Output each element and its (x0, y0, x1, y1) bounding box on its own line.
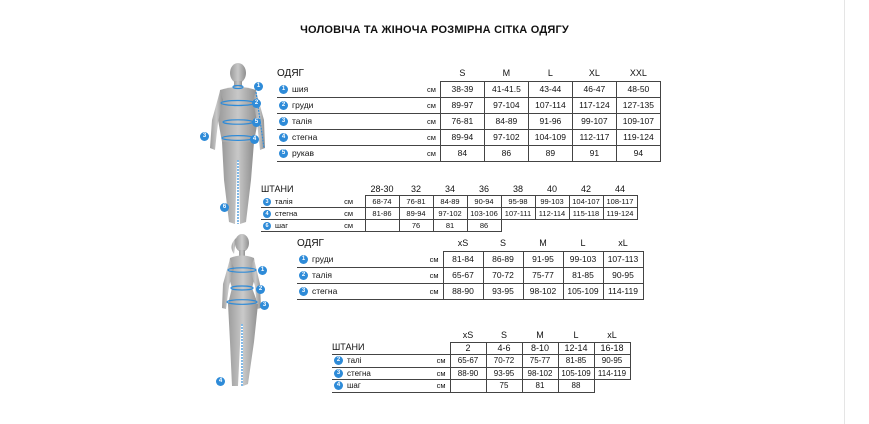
size-header-alt: 8-10 (522, 342, 558, 355)
unit-label: см (321, 196, 357, 208)
marker-2: 2 (256, 285, 265, 294)
size-header: 42 (580, 184, 591, 194)
table-row (261, 220, 637, 232)
table-cell: 99-107 (572, 114, 616, 130)
table-cell: 114-119 (603, 284, 643, 300)
size-header: XL (588, 68, 600, 78)
size-header: L (580, 238, 586, 248)
size-header: 28-30 (370, 184, 394, 194)
table-row (277, 130, 660, 146)
unit-label: см (321, 220, 357, 232)
row-number-badge: 3 (334, 369, 343, 378)
table-cell: 127-135 (616, 98, 660, 114)
unit-label: см (427, 130, 440, 146)
marker-1: 1 (254, 82, 263, 91)
table-cell: 76-81 (440, 114, 484, 130)
measure-label: груди (312, 253, 334, 264)
table-cell: 114-119 (594, 367, 630, 380)
table-cell: 99-103 (563, 252, 603, 268)
table-cell: 119-124 (603, 208, 637, 220)
measure-label: талі (347, 356, 362, 365)
table-cell: 91 (572, 146, 616, 162)
table-cell: 89 (528, 146, 572, 162)
table-cell: 75-77 (522, 355, 558, 368)
size-header: 38 (512, 184, 523, 194)
marker-6: 6 (220, 203, 229, 212)
table-cell: 90-94 (467, 196, 501, 208)
size-header: xL (607, 330, 617, 340)
unit-label: см (427, 98, 440, 114)
table-cell: 70-72 (483, 268, 523, 284)
section-title: ШТАНИ (261, 184, 294, 195)
table-cell: 65-67 (443, 268, 483, 284)
table-cell (535, 220, 569, 232)
size-header-alt: 16-18 (594, 342, 630, 355)
table-row (261, 208, 637, 220)
row-number-badge: 4 (263, 210, 271, 218)
table-row (297, 284, 643, 300)
table-cell: 112-117 (572, 130, 616, 146)
table-row (277, 82, 660, 98)
size-header: 44 (614, 184, 625, 194)
table-cell: 107-114 (528, 98, 572, 114)
section-title: ОДЯГ (297, 238, 324, 250)
unit-label: см (427, 82, 440, 98)
female-figure-markers (212, 260, 282, 390)
table-cell: 89-94 (399, 208, 433, 220)
measure-label: стегна (275, 209, 298, 218)
table-cell: 84-89 (433, 196, 467, 208)
row-number-badge: 1 (279, 85, 288, 94)
size-header-alt: 12-14 (558, 342, 594, 355)
table-cell: 91-96 (528, 114, 572, 130)
table-row (332, 367, 630, 380)
size-header: 40 (546, 184, 557, 194)
male-figure-markers (200, 80, 270, 220)
table-cell: 76 (399, 220, 433, 232)
unit-label: см (427, 114, 440, 130)
table-cell (603, 220, 637, 232)
header-row (332, 330, 630, 342)
table-cell: 75-77 (523, 268, 563, 284)
size-header: xS (462, 330, 474, 340)
header-row (261, 184, 637, 196)
measure-label: рукав (292, 148, 315, 158)
table-row (297, 252, 643, 268)
unit-label: см (436, 380, 450, 393)
measure-label: шаг (347, 381, 361, 390)
table-cell: 84-89 (484, 114, 528, 130)
table-cell: 46-47 (572, 82, 616, 98)
table-cell (501, 220, 535, 232)
section-title: ШТАНИ (332, 342, 392, 355)
table-cell: 107-111 (501, 208, 535, 220)
table-cell: 94 (616, 146, 660, 162)
table-cell: 95-98 (501, 196, 535, 208)
table-cell: 98-102 (523, 284, 563, 300)
table-row (261, 196, 637, 208)
unit-label: см (427, 146, 440, 162)
table-cell: 99-103 (535, 196, 569, 208)
table-cell: 81-86 (365, 208, 399, 220)
table-row (332, 380, 630, 393)
measure-label: стегна (312, 286, 338, 296)
row-number-badge: 3 (299, 287, 308, 296)
table-cell: 86-89 (483, 252, 523, 268)
table-cell: 65-67 (450, 355, 486, 368)
row-number-badge: 1 (299, 255, 308, 264)
table-cell: 115-118 (569, 208, 603, 220)
table-cell: 38-39 (440, 82, 484, 98)
size-header-alt: 4-6 (486, 342, 522, 355)
table-cell: 41-41.5 (484, 82, 528, 98)
marker-4: 4 (250, 135, 259, 144)
men-clothes-size-table (277, 66, 661, 162)
table-cell: 88-90 (443, 284, 483, 300)
size-header: xS (457, 238, 469, 248)
table-cell: 81 (522, 380, 558, 393)
table-cell: 105-109 (563, 284, 603, 300)
table-cell: 76-81 (399, 196, 433, 208)
measure-label: талія (292, 116, 312, 126)
measure-label: стегна (292, 132, 318, 142)
row-number-badge: 6 (263, 222, 271, 230)
section-title: ОДЯГ (277, 68, 304, 80)
marker-3: 3 (200, 132, 209, 141)
table-cell: 81-85 (563, 268, 603, 284)
marker-4: 4 (216, 377, 225, 386)
table-cell: 97-102 (433, 208, 467, 220)
header-row (297, 236, 643, 252)
right-edge-divider (844, 0, 845, 424)
table-cell (569, 220, 603, 232)
table-cell: 48-50 (616, 82, 660, 98)
header-row (332, 342, 630, 355)
size-header: L (573, 330, 579, 340)
table-cell: 105-109 (558, 367, 594, 380)
table-cell (365, 220, 399, 232)
table-cell: 84 (440, 146, 484, 162)
unit-label: см (436, 355, 450, 368)
table-cell: 97-102 (484, 130, 528, 146)
table-cell: 107-113 (603, 252, 643, 268)
table-cell: 109-107 (616, 114, 660, 130)
table-cell (450, 380, 486, 393)
size-header: M (502, 68, 511, 78)
row-number-badge: 4 (279, 133, 288, 142)
table-row (332, 355, 630, 368)
size-header: 34 (444, 184, 455, 194)
unit-label: см (429, 268, 443, 284)
row-number-badge: 2 (279, 101, 288, 110)
table-cell: 108-117 (603, 196, 637, 208)
size-header-alt: 2 (450, 342, 486, 355)
table-cell: 68-74 (365, 196, 399, 208)
row-number-badge: 2 (299, 271, 308, 280)
row-number-badge: 4 (334, 381, 343, 390)
table-cell: 97-104 (484, 98, 528, 114)
unit-label: см (429, 252, 443, 268)
size-header: L (547, 68, 553, 78)
measure-label: талія (275, 196, 293, 206)
table-row (277, 114, 660, 130)
table-cell: 86 (467, 220, 501, 232)
table-cell: 81 (433, 220, 467, 232)
table-cell: 90-95 (603, 268, 643, 284)
table-cell: 103-106 (467, 208, 501, 220)
table-cell: 81-85 (558, 355, 594, 368)
row-number-badge: 2 (334, 356, 343, 365)
size-header: XXL (629, 68, 647, 78)
unit-label: см (429, 284, 443, 300)
table-cell: 93-95 (486, 367, 522, 380)
table-cell: 91-95 (523, 252, 563, 268)
row-number-badge: 3 (263, 198, 271, 206)
marker-1: 1 (258, 266, 267, 275)
size-header: S (500, 330, 507, 340)
table-cell: 88 (558, 380, 594, 393)
header-row (277, 66, 660, 82)
size-header: S (499, 238, 506, 248)
measure-label: шия (292, 83, 309, 94)
size-header: M (536, 330, 544, 340)
measure-label: груди (292, 100, 314, 110)
table-row (277, 146, 660, 162)
table-cell (594, 380, 630, 393)
table-cell: 104-107 (569, 196, 603, 208)
size-header: xL (618, 238, 628, 248)
men-pants-size-table (261, 184, 638, 232)
table-cell: 81-84 (443, 252, 483, 268)
size-header: M (539, 238, 547, 248)
table-cell: 70-72 (486, 355, 522, 368)
marker-2: 2 (252, 99, 261, 108)
table-cell: 90-95 (594, 355, 630, 368)
size-header: 32 (410, 184, 421, 194)
table-cell: 86 (484, 146, 528, 162)
row-number-badge: 3 (279, 117, 288, 126)
table-cell: 104-109 (528, 130, 572, 146)
table-cell: 112-114 (535, 208, 569, 220)
table-cell: 89-94 (440, 130, 484, 146)
measure-label: шаг (275, 221, 288, 230)
table-cell: 98-102 (522, 367, 558, 380)
marker-5: 5 (252, 118, 261, 127)
size-header: 36 (478, 184, 489, 194)
page-title: ЧОЛОВІЧА ТА ЖІНОЧА РОЗМІРНА СІТКА ОДЯГУ (300, 24, 569, 36)
women-pants-size-table (332, 330, 631, 393)
table-cell: 43-44 (528, 82, 572, 98)
table-cell: 75 (486, 380, 522, 393)
measure-label: талія (312, 270, 332, 280)
women-clothes-size-table (297, 236, 644, 300)
table-cell: 88-90 (450, 367, 486, 380)
marker-3: 3 (260, 301, 269, 310)
size-header: S (459, 68, 466, 78)
table-cell: 117-124 (572, 98, 616, 114)
unit-label: см (321, 208, 357, 220)
table-cell: 89-97 (440, 98, 484, 114)
unit-label: см (436, 367, 450, 380)
table-row (277, 98, 660, 114)
measure-label: стегна (347, 368, 371, 378)
row-number-badge: 5 (279, 149, 288, 158)
table-cell: 119-124 (616, 130, 660, 146)
table-row (297, 268, 643, 284)
table-cell: 93-95 (483, 284, 523, 300)
